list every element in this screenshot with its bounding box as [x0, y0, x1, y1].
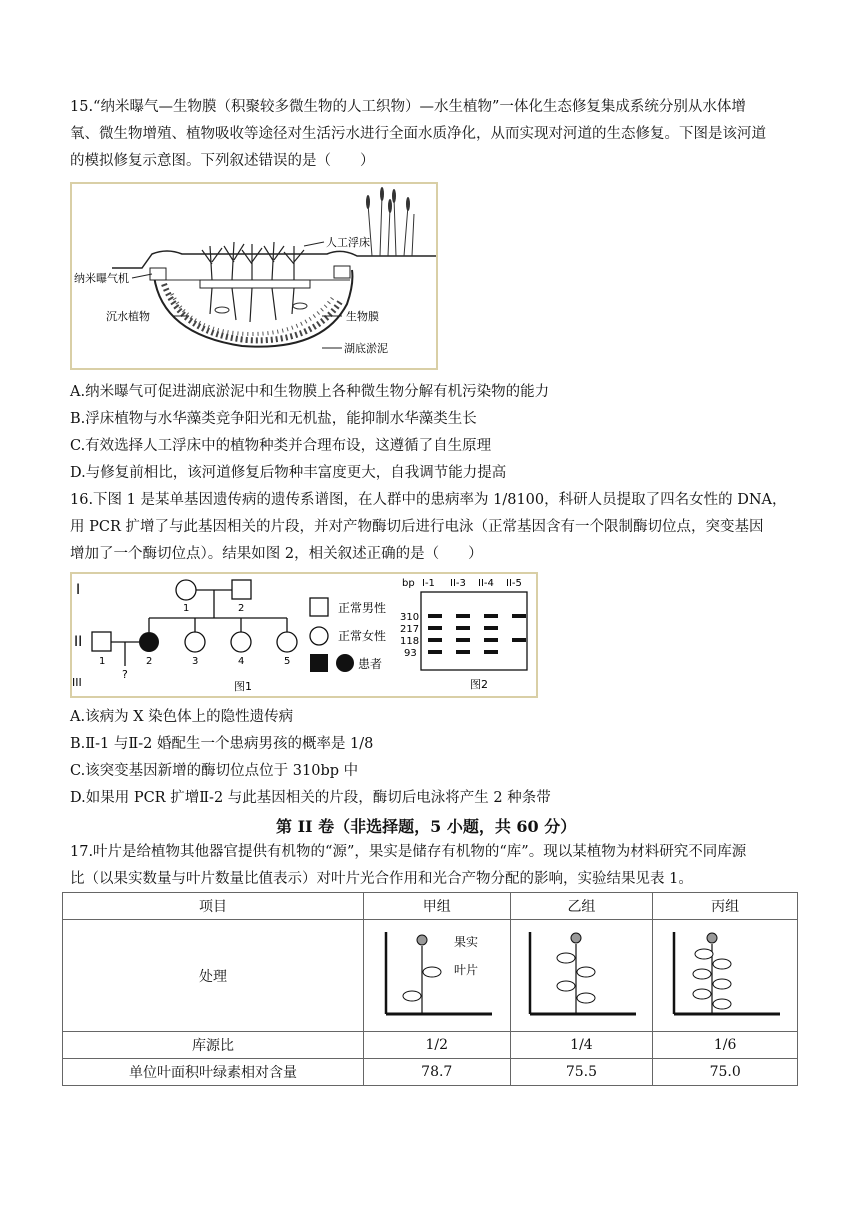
- ratio-group-a: 1/2: [363, 1032, 510, 1059]
- chl-group-a: 78.7: [363, 1059, 510, 1086]
- gel-size-118: 118: [400, 636, 420, 647]
- label-sediment: 湖底淤泥: [344, 342, 388, 355]
- gen-label-2: II: [74, 634, 83, 650]
- q17-results-table: [62, 892, 798, 1086]
- gel-bp-label: bp: [402, 578, 415, 589]
- header-item: 项目: [63, 893, 364, 920]
- q16-line-3: 增加了一个酶切位点）。结果如图 2，相关叙述正确的是（ ）: [70, 546, 483, 562]
- q16-line-1: 16.下图 1 是某单基因遗传病的遗传系谱图，在人群中的患病率为 1/8100，科研人员提取了四名女性的 DNA，: [70, 492, 787, 508]
- gen-label-1: I: [76, 582, 81, 598]
- pedigree-III-unknown: ?: [122, 668, 128, 681]
- table-row-treatment: [63, 920, 798, 1032]
- gel-lane-label-1: I-1: [422, 578, 435, 589]
- q15-restoration-figure: [70, 182, 438, 370]
- treatment-diagram-a: [363, 920, 510, 1032]
- header-group-c: 丙组: [653, 893, 798, 920]
- gel-frame: [421, 592, 527, 670]
- q16-line-2: 用 PCR 扩增了与此基因相关的片段，并对产物酶切后进行电泳（正常基因含有一个限制酶切位点，突变基因: [70, 519, 764, 535]
- table-row-chlorophyll: [63, 1059, 798, 1086]
- header-group-a: 甲组: [363, 893, 510, 920]
- pedigree-II-5-female: [277, 632, 297, 652]
- q16-option-a: A.该病为 X 染色体上的隐性遗传病: [70, 709, 294, 725]
- label-aerator: 纳米曝气机: [74, 272, 129, 285]
- legend-patient-square: [310, 654, 328, 672]
- q15-option-d: D.与修复前相比，该河道修复后物种丰富度更大，自我调节能力提高: [70, 465, 507, 481]
- diagram-label-fruit: 果实: [453, 934, 478, 949]
- gel-size-93: 93: [404, 648, 417, 659]
- q16-option-d: D.如果用 PCR 扩增Ⅱ-2 与此基因相关的片段，酶切后电泳将产生 2 种条带: [70, 790, 551, 806]
- pedigree-II-4-female: [231, 632, 251, 652]
- pedigree-I-2-male: [232, 580, 251, 599]
- section-2-title: 第 II 卷（非选择题，5 小题，共 60 分）: [276, 817, 577, 836]
- num-II-4: 4: [238, 656, 245, 667]
- q16-option-c: C.该突变基因新增的酶切位点位于 310bp 中: [70, 763, 359, 779]
- floating-bed: [200, 280, 310, 288]
- legend-male-square: [310, 598, 328, 616]
- header-group-b: 乙组: [510, 893, 653, 920]
- label-submerged-plants: 沉水植物: [106, 310, 150, 323]
- treatment-diagram-c: [653, 920, 798, 1032]
- figure2-caption: 图2: [470, 678, 488, 691]
- pedigree-II-3-female: [185, 632, 205, 652]
- q15-option-a: A.纳米曝气可促进湖底淤泥中和生物膜上各种微生物分解有机污染物的能力: [70, 384, 550, 400]
- q15-line-1: 15.“纳米曝气—生物膜（积聚较多微生物的人工织物）—水生植物”一体化生态修复集成系统分别从水体增: [70, 99, 746, 115]
- river-restoration-diagram: [72, 184, 436, 368]
- q16-figure: [70, 572, 538, 698]
- q15-line-2: 氧、微生物增殖、植物吸收等途径对生活污水进行全面水质净化，从而实现对河道的生态修复。下图是该河道: [70, 126, 766, 142]
- q15-option-b: B.浮床植物与水华藻类竞争阳光和无机盐，能抑制水华藻类生长: [70, 411, 477, 427]
- num-I-2: 2: [238, 603, 245, 614]
- q17-line-2: 比（以果实数量与叶片数量比值表示）对叶片光合作用和光合产物分配的影响，实验结果见表 1。: [70, 871, 693, 887]
- plant-diagram-c: [664, 926, 786, 1022]
- aerator-right: [334, 266, 350, 278]
- num-II-5: 5: [284, 656, 291, 667]
- gel-size-217: 217: [400, 624, 420, 635]
- figure1-caption: 图1: [234, 680, 252, 693]
- gel-lane-label-4: II-5: [506, 578, 522, 589]
- table-row-ratio: [63, 1032, 798, 1059]
- legend-female-circle: [310, 627, 328, 645]
- gel-lane-label-2: II-3: [450, 578, 466, 589]
- plant-diagram-a: [376, 926, 498, 1022]
- gel-lane-label-3: II-4: [478, 578, 494, 589]
- q15-line-3: 的模拟修复示意图。下列叙述错误的是（ ）: [70, 153, 375, 169]
- q15-option-c: C.有效选择人工浮床中的植物种类并合理布设，这遵循了自生原理: [70, 438, 492, 454]
- q17-line-1: 17.叶片是给植物其他器官提供有机物的“源”，果实是储存有机物的“库”。现以某植物为材料研究不同库源: [70, 844, 747, 860]
- legend-patient-label: 患者: [358, 657, 383, 671]
- q16-option-b: B.Ⅱ-1 与Ⅱ-2 婚配生一个患病男孩的概率是 1/8: [70, 736, 374, 752]
- treatment-diagram-b: [510, 920, 653, 1032]
- gen-label-3: III: [72, 676, 82, 689]
- label-biofilm: 生物膜: [346, 310, 379, 323]
- legend-male-label: 正常男性: [338, 601, 387, 615]
- legend-patient-circle: [336, 654, 354, 672]
- row-label-ratio: 库源比: [63, 1032, 364, 1059]
- gel-size-310: 310: [400, 612, 420, 623]
- label-artificial-float: 人工浮床: [326, 236, 370, 249]
- plant-diagram-b: [520, 926, 642, 1022]
- num-II-1: 1: [99, 656, 106, 667]
- table-header-row: [63, 893, 798, 920]
- ratio-group-c: 1/6: [653, 1032, 798, 1059]
- legend-female-label: 正常女性: [338, 629, 387, 643]
- aerator-left: [150, 268, 166, 280]
- row-label-treatment: 处理: [63, 920, 364, 1032]
- pedigree-and-gel: [72, 574, 536, 696]
- diagram-label-leaf: 叶片: [453, 962, 478, 977]
- pedigree-II-2-affected-female: [139, 632, 159, 652]
- num-II-2: 2: [146, 656, 153, 667]
- row-label-chlorophyll: 单位叶面积叶绿素相对含量: [63, 1059, 364, 1086]
- num-I-1: 1: [183, 603, 190, 614]
- num-II-3: 3: [192, 656, 199, 667]
- pedigree-I-1-female: [176, 580, 196, 600]
- chl-group-b: 75.5: [510, 1059, 653, 1086]
- pedigree-II-1-male: [92, 632, 111, 651]
- chl-group-c: 75.0: [653, 1059, 798, 1086]
- ratio-group-b: 1/4: [510, 1032, 653, 1059]
